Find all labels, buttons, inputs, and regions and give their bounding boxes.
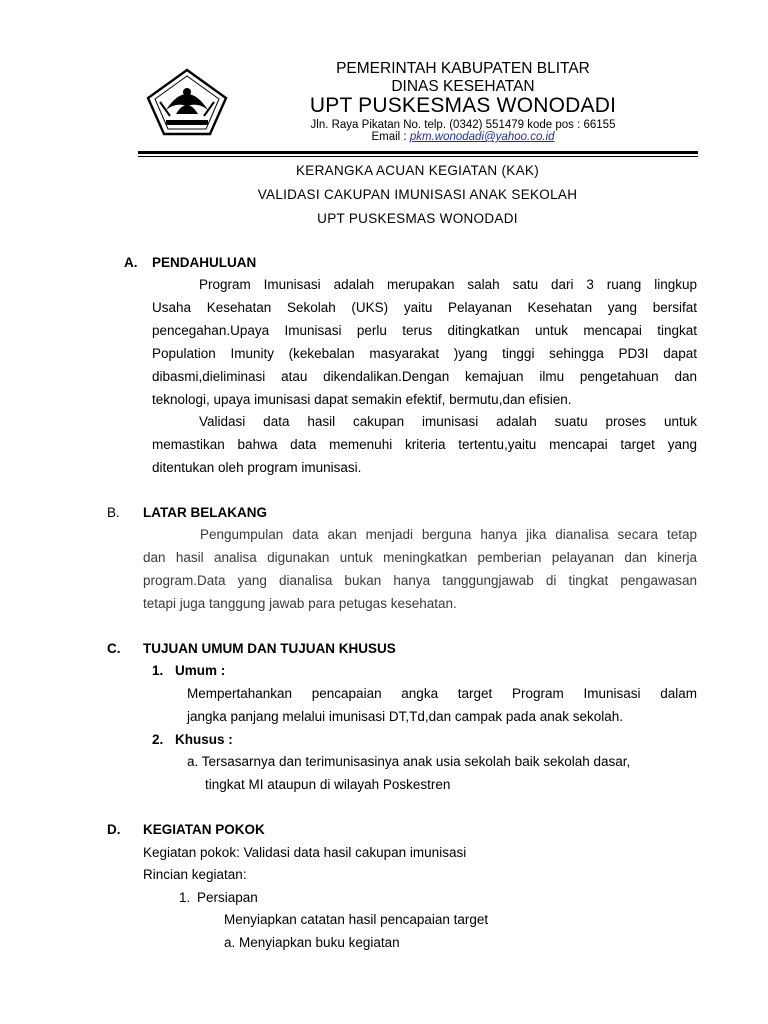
email-link[interactable]: pkm.wonodadi@yahoo.co.id xyxy=(409,131,555,143)
section-d-marker: D. xyxy=(107,822,121,837)
section-c-item-2-label: Khusus : xyxy=(175,732,233,747)
section-a-line-3: pencegahan.Upaya Imunisasi perlu terus ditingkatkan untuk mencapai tingkat xyxy=(152,323,697,338)
section-c-item-2-number: 2. xyxy=(152,732,164,747)
section-d-step-1-number: 1. xyxy=(179,890,191,905)
section-a-line-8: memastikan bahwa data memenuhi kriteria tertentu,yaitu mencapai target yang xyxy=(152,437,697,452)
document-organization: UPT PUSKESMAS WONODADI xyxy=(317,211,518,226)
section-a-line-5: dibasmi,dieliminasi atau dikendalikan.Dengan kemajuan ilmu pengetahuan dan xyxy=(152,369,697,384)
letterhead-government: PEMERINTAH KABUPATEN BLITAR xyxy=(336,60,590,77)
section-c-item-1-line-1: Mempertahankan pencapaian angka target Program Imunisasi dalam xyxy=(187,686,697,701)
letterhead-address: Jln. Raya Pikatan No. telp. (0342) 551479 kode pos : 66155 xyxy=(310,119,616,131)
letterhead-department: DINAS KESEHATAN xyxy=(391,78,535,95)
section-b-line-3: program.Data yang dianalisa bukan hanya tanggungjawab di tingkat pengawasan xyxy=(143,573,697,588)
section-d-step-1-label: Persiapan xyxy=(197,890,258,905)
document-subtitle: VALIDASI CAKUPAN IMUNISASI ANAK SEKOLAH xyxy=(257,187,578,202)
section-a-line-7: Validasi data hasil cakupan imunisasi adalah suatu proses untuk xyxy=(199,414,697,429)
letterhead-organization: UPT PUSKESMAS WONODADI xyxy=(309,94,617,117)
letterhead-rule-thin xyxy=(138,156,698,157)
section-b-line-1: Pengumpulan data akan menjadi berguna hanya jika dianalisa secara tetap xyxy=(200,527,697,542)
email-label: Email : xyxy=(371,131,407,143)
section-a-line-2: Usaha Kesehatan Sekolah (UKS) yaitu Pelayanan Kesehatan yang bersifat xyxy=(152,300,697,315)
section-c-item-1-number: 1. xyxy=(152,663,164,678)
section-d-step-1-sub-a: a. Menyiapkan buku kegiatan xyxy=(224,935,400,950)
section-b-marker: B. xyxy=(107,505,120,520)
section-c-marker: C. xyxy=(107,641,121,656)
section-a-line-6: teknologi, upaya imunisasi dapat semakin efektif, bermutu,dan efisien. xyxy=(152,392,572,407)
section-a-line-1: Program Imunisasi adalah merupakan salah satu dari 3 ruang lingkup xyxy=(199,277,697,292)
section-d-line-2: Rincian kegiatan: xyxy=(143,867,247,882)
document-title: KERANGKA ACUAN KEGIATAN (KAK) xyxy=(295,163,539,178)
section-c-item-2-line-1: a. Tersasarnya dan terimunisasinya anak usia sekolah baik sekolah dasar, xyxy=(187,754,631,769)
section-d-step-1-line: Menyiapkan catatan hasil pencapaian target xyxy=(224,912,489,927)
section-a-line-4: Population Imunity (kekebalan masyarakat )yang tinggi sehingga PD3I dapat xyxy=(152,346,697,361)
section-b-line-4: tetapi juga tanggung jawab para petugas kesehatan. xyxy=(143,596,457,611)
section-a-line-9: ditentukan oleh program imunisasi. xyxy=(152,460,362,475)
section-b-line-2: dan hasil analisa digunakan untuk meningkatkan pemberian pelayanan dan kinerja xyxy=(143,550,697,565)
section-a-marker: A. xyxy=(124,255,138,270)
section-c-heading: TUJUAN UMUM DAN TUJUAN KHUSUS xyxy=(143,641,396,656)
kabupaten-blitar-emblem-icon xyxy=(146,68,228,136)
section-d-line-1: Kegiatan pokok: Validasi data hasil cakupan imunisasi xyxy=(143,845,467,860)
section-c-item-1-line-2: jangka panjang melalui imunisasi DT,Td,dan campak pada anak sekolah. xyxy=(187,709,624,724)
section-c-item-2-line-2: tingkat MI ataupun di wilayah Poskestren xyxy=(205,777,451,792)
section-b-heading: LATAR BELAKANG xyxy=(143,505,267,520)
letterhead-email-line xyxy=(238,131,688,143)
section-d-heading: KEGIATAN POKOK xyxy=(143,822,265,837)
letterhead-rule-thick xyxy=(138,151,698,154)
section-c-item-1-label: Umum : xyxy=(175,663,226,678)
section-a-heading: PENDAHULUAN xyxy=(152,255,257,270)
